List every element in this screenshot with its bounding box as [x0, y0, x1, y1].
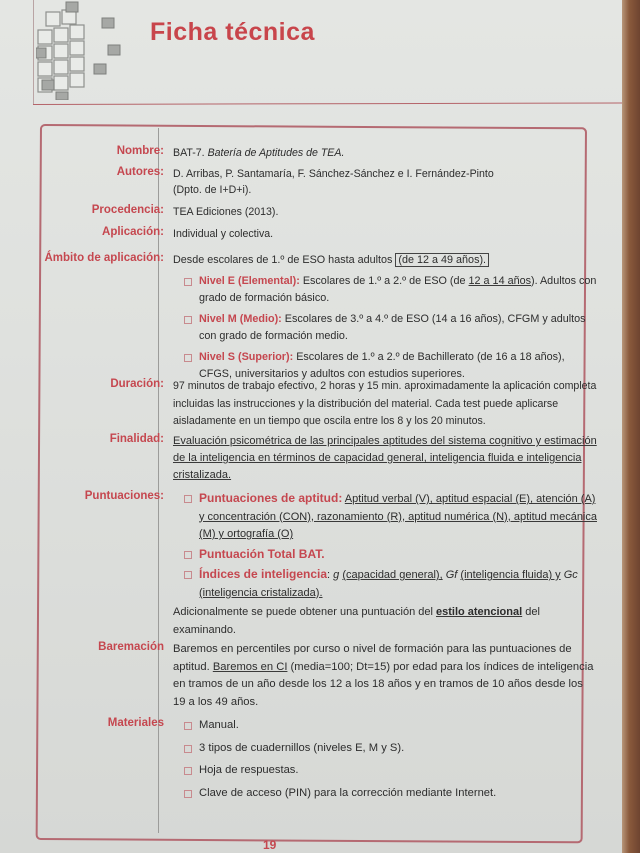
test-code: BAT-7. [173, 147, 205, 159]
material-item: Clave de acceso (PIN) para la corrección mediante Internet. [173, 785, 598, 803]
square-bullet-icon [184, 767, 192, 775]
score-extra-note: Adicionalmente se puede obtener una puntuación del estilo atencional del examinando. [173, 606, 540, 636]
field-value [173, 166, 598, 198]
field-label: Materiales [107, 717, 164, 729]
field-label: Baremación [98, 641, 164, 653]
field-label: Ámbito de aplicación: [44, 252, 164, 264]
square-bullet-icon [184, 745, 192, 753]
score-item: Puntuación Total BAT. [173, 546, 598, 565]
square-bullet-icon [184, 571, 192, 579]
page-number: 19 [263, 838, 277, 852]
field-value: 97 minutos de trabajo efectivo, 2 horas y 15 min. aproximadamente la aplicación completa incluidas las instrucciones y la distribución del material. Cada test puede aplicarse aisladamente en un tiempo que oscila entre los 8 y los 20 minutos. [173, 380, 597, 427]
level-item: Nivel M (Medio): Escolares de 3.º a 4.º de ESO (14 a 16 años), CFGM y adultos con grado de formación medio. [173, 311, 598, 346]
field-label: Autores: [116, 166, 164, 178]
square-bullet-icon [184, 722, 192, 730]
field-label: Aplicación: [102, 226, 164, 238]
ambito-intro: Desde escolares de 1.º de ESO hasta adultos (de 12 a 49 años). [173, 252, 598, 270]
field-value: Evaluación psicométrica de las principales aptitudes del sistema cognitivo y estimación de la inteligencia en términos de capacidad general, inteligencia fluida e inteligencia cristalizada. [173, 435, 597, 481]
score-item: Puntuaciones de aptitud: Aptitud verbal (V), aptitud espacial (E), atención (A) y concentración (CON), razonamiento (R), aptitud numérica (N), aptitud mecánica (M) y ortografía (O) [173, 490, 598, 544]
field-value [173, 252, 598, 384]
authors-line: D. Arribas, P. Santamaría, F. Sánchez-Sánchez e I. Fernández-Pinto [173, 168, 494, 180]
field-label: Nombre: [116, 145, 164, 157]
square-bullet-icon [184, 354, 192, 362]
field-value: TEA Ediciones (2013). [173, 206, 279, 218]
field-value: Baremos en percentiles por curso o nivel de formación para las puntuaciones de aptitud. Baremos en CI (media=100; Dt=15) por edad para los índices de inteligencia en tramos de un año desde los 12 a los 18 años y en tramos de 10 años desde los 19 a los 49 años. [173, 643, 594, 708]
field-label: Finalidad: [109, 433, 164, 445]
square-bullet-icon [184, 495, 192, 503]
field-value: Individual y colectiva. [173, 228, 274, 240]
field-value [173, 145, 598, 161]
field-label: Puntuaciones: [84, 490, 164, 502]
square-bullet-icon [184, 316, 192, 324]
test-name: Batería de Aptitudes de TEA. [207, 147, 345, 159]
score-item: Índices de inteligencia: g (capacidad general), Gf (inteligencia fluida) y Gc (inteligencia cristalizada). [173, 566, 598, 602]
cube-grid-icon [36, 0, 122, 100]
material-item: 3 tipos de cuadernillos (niveles E, M y S). [173, 740, 598, 758]
age-range: (de 12 a 49 años). [395, 253, 489, 267]
square-bullet-icon [184, 790, 192, 798]
field-label: Procedencia: [91, 204, 164, 216]
field-value [173, 717, 598, 807]
level-item: Nivel S (Superior): Escolares de 1.º a 2.º de Bachillerato (de 16 a 18 años), CFGS, universitarios y adultos con estudios superiores. [173, 349, 598, 384]
material-item: Manual. [173, 717, 598, 735]
field-label: Duración: [110, 378, 164, 390]
square-bullet-icon [184, 551, 192, 559]
header-rule [33, 102, 622, 105]
level-item: Nivel E (Elemental): Escolares de 1.º a 2.º de ESO (de 12 a 14 años). Adultos con grado de formación básico. [173, 273, 598, 308]
material-item: Hoja de respuestas. [173, 762, 598, 780]
square-bullet-icon [184, 278, 192, 286]
header-vertical-rule [33, 0, 34, 104]
field-value [173, 490, 598, 639]
book-edge [622, 0, 640, 853]
page-title: Ficha técnica [150, 18, 315, 46]
authors-dept: (Dpto. de I+D+i). [173, 184, 252, 196]
